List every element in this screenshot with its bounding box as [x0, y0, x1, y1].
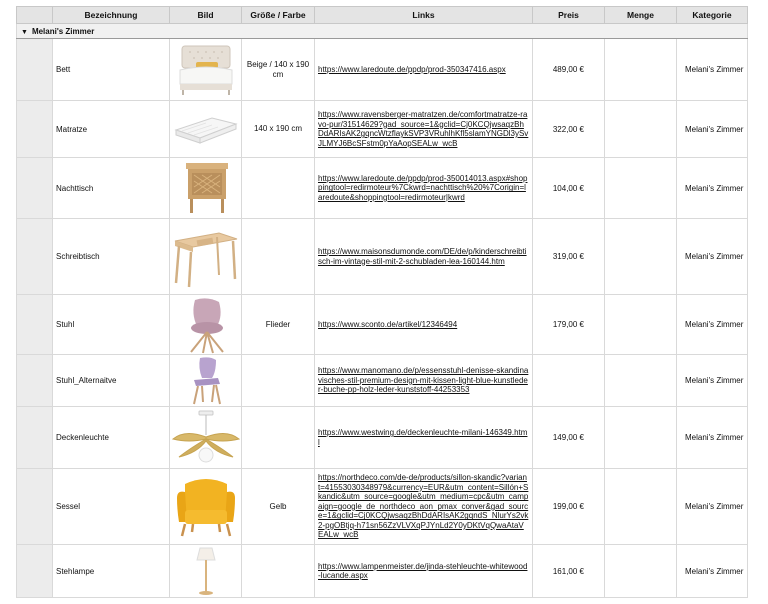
cell-name[interactable]: Stuhl	[53, 295, 170, 355]
cell-category[interactable]: Melani's Zimmer	[677, 545, 748, 598]
cell-price[interactable]: 489,00 €	[533, 39, 605, 101]
cell-name[interactable]: Stehlampe	[53, 545, 170, 598]
floor-lamp-icon	[191, 546, 221, 596]
cell-price[interactable]: 104,00 €	[533, 158, 605, 219]
cell-size[interactable]	[242, 407, 315, 469]
cell-qty[interactable]	[605, 219, 677, 295]
cell-category[interactable]: Melani's Zimmer	[677, 101, 748, 158]
cell-name[interactable]: Nachttisch	[53, 158, 170, 219]
group-row[interactable]	[17, 24, 748, 39]
row-gutter	[17, 101, 53, 158]
cell-size[interactable]	[242, 545, 315, 598]
cell-link[interactable]	[315, 545, 533, 598]
cell-price[interactable]	[533, 355, 605, 407]
table-row[interactable]	[17, 219, 748, 295]
cell-size[interactable]: Flieder	[242, 295, 315, 355]
group-label: Melani's Zimmer	[31, 26, 95, 36]
chair-alt-icon	[186, 356, 226, 406]
header-category[interactable]: Kategorie	[677, 7, 748, 24]
cell-link[interactable]	[315, 295, 533, 355]
cell-price[interactable]: 161,00 €	[533, 545, 605, 598]
furniture-table	[16, 6, 748, 598]
table-row[interactable]	[17, 39, 748, 101]
cell-qty[interactable]	[605, 545, 677, 598]
cell-link[interactable]	[315, 158, 533, 219]
cell-qty[interactable]	[605, 355, 677, 407]
cell-price[interactable]: 149,00 €	[533, 407, 605, 469]
collapse-triangle-icon[interactable]: ▼	[21, 28, 28, 36]
cell-category[interactable]: Melani's Zimmer	[677, 219, 748, 295]
cell-image[interactable]	[170, 101, 242, 158]
row-gutter	[17, 407, 53, 469]
row-gutter	[17, 39, 53, 101]
cell-size[interactable]	[242, 219, 315, 295]
cell-link[interactable]	[315, 101, 533, 158]
mattress-icon	[172, 112, 240, 146]
cell-name[interactable]: Schreibtisch	[53, 219, 170, 295]
cell-price[interactable]: 322,00 €	[533, 101, 605, 158]
cell-name[interactable]: Matratze	[53, 101, 170, 158]
cell-link[interactable]	[315, 355, 533, 407]
product-link[interactable]: https://www.ravensberger-matratzen.de/comfortmatratze-ravo-pur/31514629?gad_source=1&gclid=Cj0KCQjwsaqzBhDdARIsAK2gqncWtzflaykSVP3VRuhlhKfl5slamYNGDl3ySvJLMYJ6BcSFstm0pYaAopSEALw_wcB	[318, 110, 529, 148]
cell-category[interactable]: Melani's Zimmer	[677, 39, 748, 101]
product-link[interactable]: https://www.lampenmeister.de/jinda-stehleuchte-whitewood-lucande.aspx	[318, 561, 528, 580]
cell-price[interactable]: 319,00 €	[533, 219, 605, 295]
product-link[interactable]: https://www.manomano.de/p/essensstuhl-denisse-skandinavisches-stil-premium-design-mit-kissen-light-blue-kunstleder-buche-pp-holz-leder-kunststoff-44253353	[318, 366, 529, 395]
cell-name[interactable]: Bett	[53, 39, 170, 101]
cell-name[interactable]: Stuhl_Alternaitve	[53, 355, 170, 407]
table-row[interactable]	[17, 407, 748, 469]
cell-qty[interactable]	[605, 407, 677, 469]
cell-name[interactable]: Sessel	[53, 469, 170, 545]
cell-image[interactable]	[170, 219, 242, 295]
product-link[interactable]: https://www.sconto.de/artikel/12346494	[318, 319, 458, 329]
table-row[interactable]	[17, 355, 748, 407]
table-row[interactable]	[17, 295, 748, 355]
cell-link[interactable]	[315, 469, 533, 545]
cell-qty[interactable]	[605, 101, 677, 158]
header-image[interactable]: Bild	[170, 7, 242, 24]
cell-image[interactable]	[170, 355, 242, 407]
cell-size[interactable]	[242, 355, 315, 407]
header-name[interactable]: Bezeichnung	[53, 7, 170, 24]
product-link[interactable]: https://northdeco.com/de-de/products/sillon-skandic?variant=41553030348979&currency=EUR&utm_content=Sillón+Skandic&utm_source=google&utm_medium=cpc&utm_campaign=google_de_northdeco_aon_pmax_conver&gad_source=1&gclid=Cj0KCQjwsaqzBhDdARIsAK2gqndS_NlurYs2vk2-pgOBtjq-h71sn56ZzVLVXqPJYnLd2Y0yDKtVqQwaAtaVEALw_wcB	[318, 473, 529, 540]
cell-qty[interactable]	[605, 158, 677, 219]
cell-size[interactable]: Gelb	[242, 469, 315, 545]
row-gutter	[17, 158, 53, 219]
desk-icon	[171, 225, 241, 289]
cell-size[interactable]: Beige / 140 x 190 cm	[242, 39, 315, 101]
cell-qty[interactable]	[605, 39, 677, 101]
table-row[interactable]	[17, 158, 748, 219]
cell-category[interactable]: Melani's Zimmer	[677, 158, 748, 219]
row-gutter	[17, 545, 53, 598]
table-row[interactable]	[17, 101, 748, 158]
cell-category[interactable]: Melani's Zimmer	[677, 469, 748, 545]
cell-image[interactable]	[170, 158, 242, 219]
cell-image[interactable]	[170, 295, 242, 355]
product-link[interactable]: https://www.maisonsdumonde.com/DE/de/p/kinderschreibtisch-im-vintage-stil-mit-2-schubladen-lea-160144.htm	[318, 247, 527, 266]
group-label-cell[interactable]	[17, 24, 748, 39]
cell-price[interactable]: 199,00 €	[533, 469, 605, 545]
cell-category[interactable]: Melani's Zimmer	[677, 355, 748, 407]
cell-image[interactable]	[170, 39, 242, 101]
row-gutter	[17, 295, 53, 355]
header-links[interactable]: Links	[315, 7, 533, 24]
cell-category[interactable]: Melani's Zimmer	[677, 407, 748, 469]
header-gutter	[17, 7, 53, 24]
product-link[interactable]: https://www.laredoute.de/ppdp/prod-350014013.aspx#shoppingtool=redirmoteur%7Ckwrd=nachttisch%20%7Corigin=laredoute&shoppingtool=redirmoteur|kwrd	[318, 173, 528, 202]
cell-image[interactable]	[170, 407, 242, 469]
row-gutter	[17, 355, 53, 407]
cell-link[interactable]	[315, 407, 533, 469]
product-link[interactable]: https://www.laredoute.de/ppdp/prod-350347416.aspx	[318, 64, 506, 74]
chair-icon	[181, 296, 231, 354]
header-qty[interactable]: Menge	[605, 7, 677, 24]
row-gutter	[17, 469, 53, 545]
cell-qty[interactable]	[605, 469, 677, 545]
header-row	[17, 7, 748, 24]
cell-size[interactable]: 140 x 190 cm	[242, 101, 315, 158]
cell-name[interactable]: Deckenleuchte	[53, 407, 170, 469]
nightstand-icon	[176, 159, 236, 217]
cell-qty[interactable]	[605, 295, 677, 355]
product-link[interactable]: https://www.westwing.de/deckenleuchte-milani-146349.html	[318, 428, 528, 447]
header-price[interactable]: Preis	[533, 7, 605, 24]
cell-size[interactable]	[242, 158, 315, 219]
ceiling-lamp-icon	[171, 409, 241, 467]
armchair-icon	[173, 474, 239, 540]
table-row[interactable]	[17, 545, 748, 598]
cell-image[interactable]	[170, 469, 242, 545]
cell-price[interactable]: 179,00 €	[533, 295, 605, 355]
row-gutter	[17, 219, 53, 295]
cell-link[interactable]	[315, 219, 533, 295]
cell-category[interactable]: Melani's Zimmer	[677, 295, 748, 355]
cell-image[interactable]	[170, 545, 242, 598]
cell-link[interactable]	[315, 39, 533, 101]
table-row[interactable]	[17, 469, 748, 545]
bed-icon	[174, 42, 238, 98]
header-size[interactable]: Größe / Farbe	[242, 7, 315, 24]
